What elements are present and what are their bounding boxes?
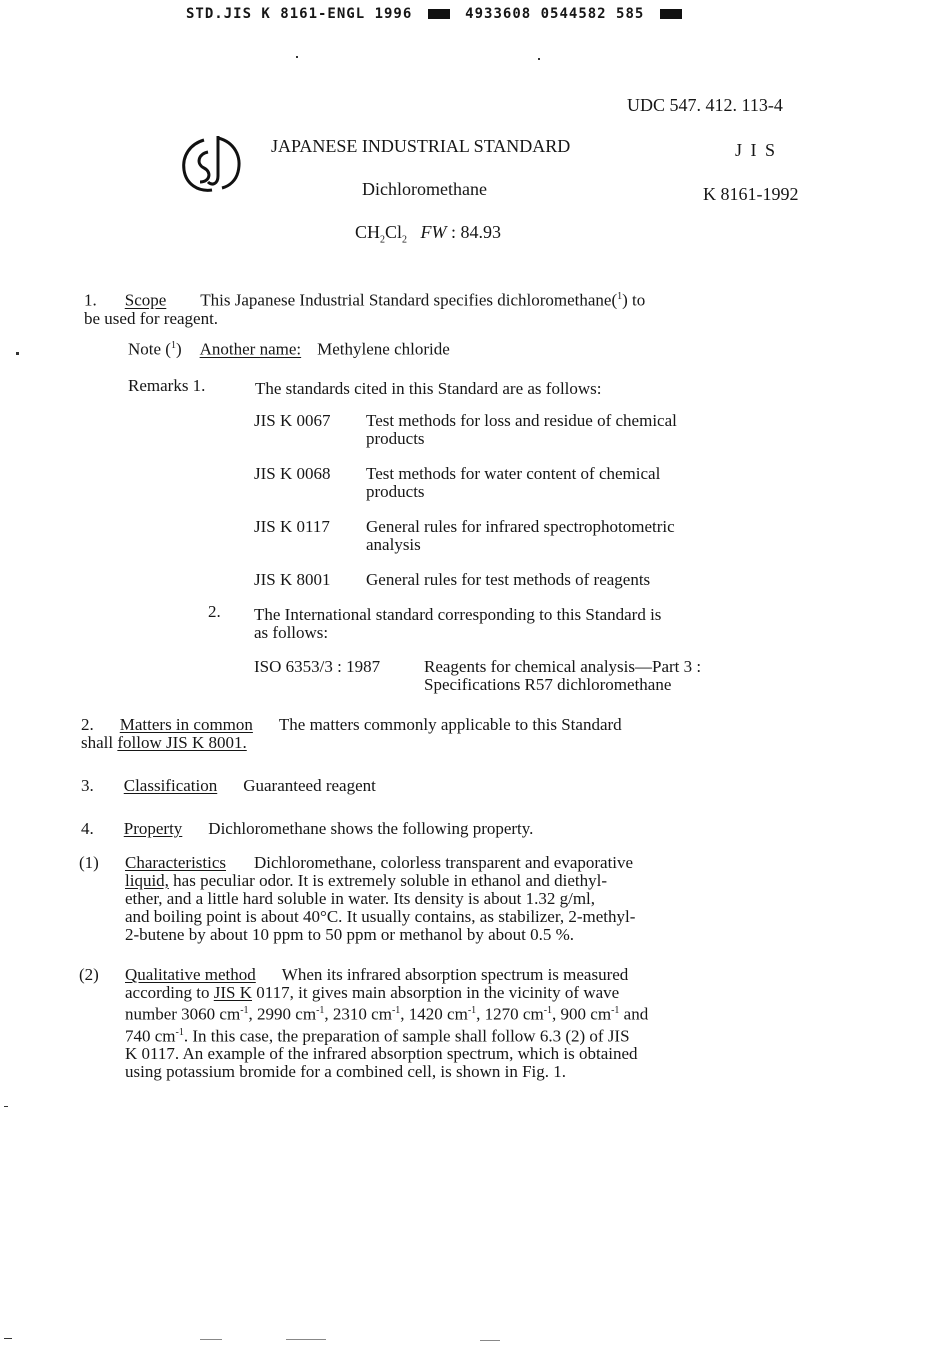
remarks-item-2 — [254, 606, 661, 642]
cited-title: products — [366, 429, 425, 448]
standard-title: JAPANESE INDUSTRIAL STANDARD — [271, 136, 571, 156]
subsection-text: , 1270 cm — [476, 1004, 544, 1024]
subsection-text: When its infrared absorption spectrum is measured — [281, 965, 629, 984]
header-number: 4933608 0544582 585 — [465, 6, 645, 22]
subsection-text: liquid, — [125, 871, 169, 890]
subsection-text: using potassium bromide for a combined cell, is shown in Fig. 1. — [125, 1062, 567, 1082]
cited-standard-row — [254, 571, 650, 589]
cited-title: Test methods for water content of chemical — [366, 464, 661, 483]
remarks-item-number: 2. — [208, 602, 221, 621]
subsection-number: (2) — [79, 965, 99, 984]
section-number: 3. — [81, 776, 94, 795]
note-line — [128, 337, 450, 359]
scan-speck — [16, 352, 19, 355]
formula-cl: Cl — [385, 222, 403, 242]
cited-code: JIS K 0067 — [254, 411, 331, 430]
section-heading: Scope — [124, 290, 167, 310]
formula-weight-label: FW — [420, 222, 447, 242]
jis-label: J I S — [735, 140, 778, 160]
formula-sub: 2 — [380, 234, 386, 246]
remarks-text: as follows: — [254, 623, 329, 642]
barcode-block-icon — [428, 9, 450, 19]
superscript: -1 — [391, 1005, 401, 1016]
note-heading: Another name: — [199, 339, 302, 359]
jis-mark-icon — [178, 130, 246, 198]
cited-standard-row — [254, 465, 660, 501]
cited-title: General rules for test methods of reagents — [366, 570, 651, 589]
cited-code: JIS K 0068 — [254, 464, 331, 483]
subsection-text: number 3060 cm — [125, 1004, 241, 1024]
scan-speck — [286, 1339, 326, 1340]
section-text: The matters commonly applicable to this Standard — [278, 715, 622, 734]
scan-speck — [538, 58, 540, 60]
formula-ch: CH — [355, 222, 381, 242]
note-label: ) — [175, 339, 182, 359]
note-label: Note ( — [128, 339, 171, 359]
subsection-text: 2-butene by about 10 ppm to 50 ppm or methanol by about 0.5 %. — [125, 925, 575, 944]
chemical-formula — [355, 222, 501, 246]
iso-standard-row — [254, 658, 701, 694]
iso-code: ISO 6353/3 : 1987 — [254, 657, 381, 676]
subsection-text: has peculiar odor. It is extremely soluble in ethanol and diethyl- — [168, 871, 608, 890]
subsection-text: according to — [125, 983, 214, 1002]
cited-title: General rules for infrared spectrophotometric — [366, 517, 675, 536]
scan-speck — [480, 1340, 500, 1341]
superscript: -1 — [240, 1005, 249, 1016]
subsection-text: 0117, it gives main absorption in the vicinity of wave — [252, 983, 620, 1002]
cited-standard-row — [254, 412, 677, 448]
section-heading: Property — [123, 819, 183, 838]
subsection-text: Dichloromethane, colorless transparent and evaporative — [254, 853, 634, 872]
section-number: 2. — [81, 715, 94, 734]
section-heading: Matters in common — [119, 715, 253, 734]
section-text: shall — [81, 733, 118, 752]
subsection-characteristics — [125, 854, 635, 944]
superscript: -1 — [543, 1005, 553, 1016]
section-matters — [81, 716, 622, 752]
cited-code: JIS K 0117 — [254, 517, 330, 536]
superscript: -1 — [611, 1005, 620, 1016]
cited-standard-row — [254, 518, 675, 554]
subsection-text: ether, and a little hard soluble in water. Its density is about 1.32 g/ml, — [125, 889, 596, 908]
subsection-text: , 1420 cm — [400, 1004, 468, 1024]
subsection-text: K 0117. An example of the infrared absorption spectrum, which is obtained — [125, 1044, 638, 1064]
scan-speck — [296, 56, 298, 58]
scan-speck — [200, 1339, 222, 1340]
remarks-text: The International standard corresponding to this Standard is — [254, 605, 662, 624]
section-text: Dichloromethane shows the following property. — [208, 819, 534, 838]
standard-number: K 8161-1992 — [703, 184, 799, 204]
superscript: -1 — [175, 1026, 184, 1038]
iso-title: Specifications R57 dichloromethane — [424, 675, 672, 694]
header-code: STD.JIS K 8161-ENGL 1996 — [186, 6, 413, 22]
section-text: follow JIS K 8001. — [117, 733, 247, 752]
subsection-text: . In this case, the preparation of sample shall follow 6.3 (2) of JIS — [183, 1026, 630, 1046]
section-text: This Japanese Industrial Standard specifies dichloromethane( — [200, 290, 618, 310]
superscript: -1 — [467, 1005, 477, 1016]
wave-number-line — [125, 1002, 648, 1024]
cited-code: JIS K 8001 — [254, 570, 331, 589]
remarks-intro: The standards cited in this Standard are as follows: — [255, 379, 602, 398]
scan-header — [186, 6, 688, 22]
section-text: ) to — [622, 290, 646, 310]
section-text: Guaranteed reagent — [243, 776, 376, 795]
footnote-ref: 1 — [617, 291, 623, 302]
formula-sub: 2 — [402, 234, 408, 246]
section-scope — [84, 288, 645, 328]
iso-title: Reagents for chemical analysis—Part 3 : — [424, 657, 702, 676]
subsection-heading: Characteristics — [125, 853, 227, 872]
section-number: 1. — [84, 290, 97, 310]
section-text: be used for reagent. — [84, 308, 219, 328]
subsection-text: and — [619, 1004, 649, 1024]
subsection-text: , 2990 cm — [248, 1004, 317, 1024]
footnote-ref: 1 — [170, 340, 176, 351]
subsection-text: and boiling point is about 40°C. It usually contains, as stabilizer, 2-methyl- — [125, 907, 636, 926]
subsection-heading: Qualitative method — [125, 965, 256, 984]
subsection-text: JIS K — [213, 983, 253, 1002]
note-text: Methylene chloride — [317, 339, 450, 359]
remarks-label: Remarks 1. — [128, 376, 206, 395]
section-classification — [81, 777, 376, 795]
section-number: 4. — [81, 819, 94, 838]
section-heading: Classification — [123, 776, 218, 795]
udc-number: UDC 547. 412. 113-4 — [627, 95, 783, 115]
jis-mark-logo — [178, 130, 246, 198]
superscript: -1 — [316, 1005, 325, 1016]
cited-title: Test methods for loss and residue of chemical — [366, 411, 677, 430]
subsection-text: , 2310 cm — [324, 1004, 392, 1024]
scan-speck — [4, 1106, 8, 1107]
section-property — [81, 820, 533, 838]
subsection-text: , 900 cm — [552, 1004, 612, 1024]
cited-title: analysis — [366, 535, 421, 554]
subsection-qualitative — [125, 966, 648, 1081]
barcode-block-icon — [660, 9, 682, 19]
formula-weight-value: : 84.93 — [446, 222, 502, 242]
scan-speck — [4, 1338, 12, 1339]
substance-name: Dichloromethane — [362, 179, 487, 199]
subsection-number: (1) — [79, 853, 99, 872]
subsection-text: 740 cm — [125, 1026, 176, 1046]
cited-title: products — [366, 482, 425, 501]
